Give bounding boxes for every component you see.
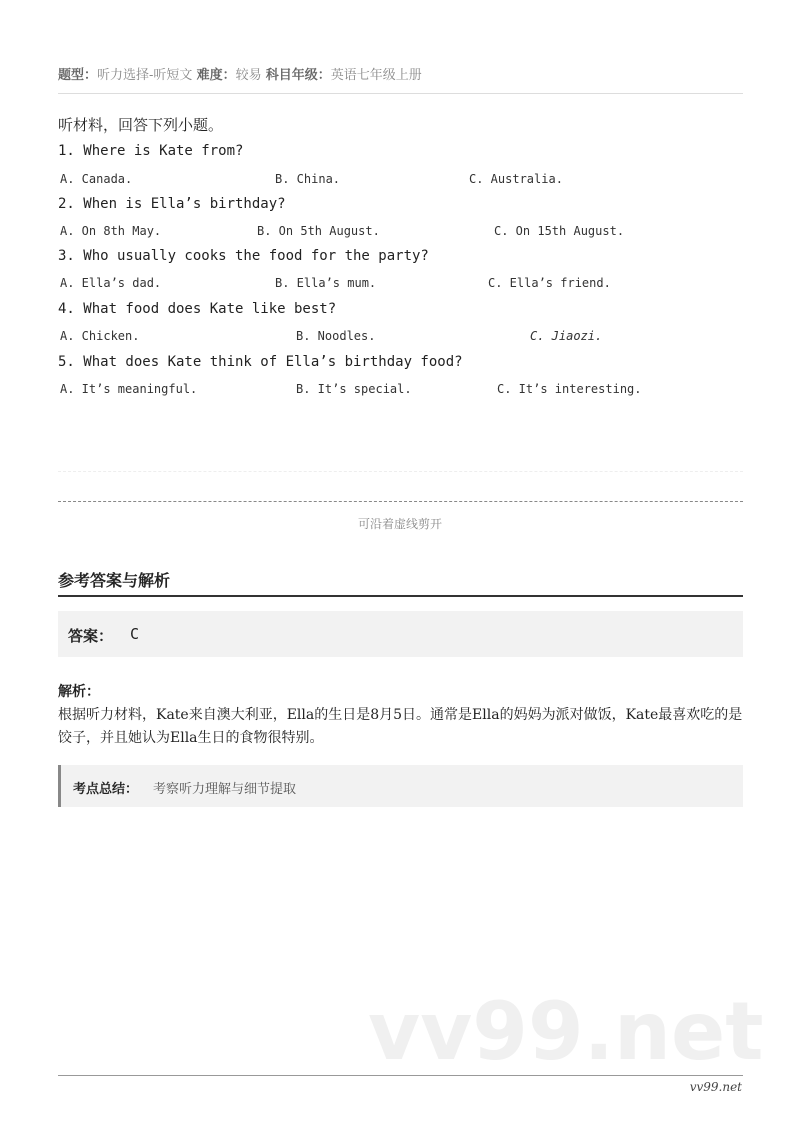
option: C. On 15th August. — [494, 224, 625, 238]
difficulty-label: 难度： — [196, 68, 236, 83]
subject-value: 英语七年级上册 — [330, 68, 422, 83]
type-value: 听力选择-听短文 — [97, 68, 193, 83]
intro-text: 听材料，回答下列小题。 — [58, 116, 224, 134]
difficulty-value: 较易 — [235, 68, 262, 83]
option: A. Canada. — [60, 172, 133, 186]
answer-value: C — [130, 625, 140, 643]
footer-site: vv99.net — [689, 1080, 742, 1094]
option: A. Chicken. — [60, 329, 140, 343]
divider — [58, 595, 743, 597]
option: B. Ella’s mum. — [275, 276, 377, 290]
watermark: vv99.net — [368, 985, 764, 1078]
key-point-box — [58, 765, 743, 807]
divider — [58, 93, 743, 94]
key-point-label: 考点总结： — [73, 782, 139, 797]
option: A. On 8th May. — [60, 224, 162, 238]
question-meta — [58, 64, 422, 83]
option: C. It’s interesting. — [497, 382, 642, 396]
question-4: 4. What food does Kate like best? — [58, 301, 337, 317]
option: B. It’s special. — [296, 382, 412, 396]
analysis-label: 解析： — [58, 684, 100, 700]
option: B. China. — [275, 172, 341, 186]
key-point-text: 考察听力理解与细节提取 — [153, 782, 297, 797]
option: A. It’s meaningful. — [60, 382, 198, 396]
subject-label: 科目年级： — [265, 68, 331, 83]
option: C. Australia. — [469, 172, 563, 186]
option: A. Ella’s dad. — [60, 276, 162, 290]
cut-hint: 可沿着虚线剪开 — [357, 517, 442, 531]
option: B. Noodles. — [296, 329, 376, 343]
answer-section-title: 参考答案与解析 — [58, 571, 171, 590]
question-1: 1. Where is Kate from? — [58, 143, 244, 159]
cut-line — [58, 501, 743, 502]
dashed-divider — [58, 471, 743, 472]
type-label: 题型： — [58, 68, 98, 83]
option: C. Ella’s friend. — [488, 276, 611, 290]
answer-label: 答案： — [68, 627, 114, 645]
analysis-text: 根据听力材料，Kate来自澳大利亚，Ella的生日是8月5日。通常是Ella的妈妈为派对做饭，Kate最喜欢吃的是饺子，并且她认为Ella生日的食物很特别。 — [58, 707, 743, 746]
option: C. Jiaozi. — [530, 329, 603, 343]
answer-box — [58, 611, 743, 657]
question-2: 2. When is Ella’s birthday? — [58, 196, 286, 212]
question-3: 3. Who usually cooks the food for the party? — [58, 248, 429, 264]
question-5: 5. What does Kate think of Ella’s birthday food? — [58, 354, 463, 370]
option: B. On 5th August. — [257, 224, 380, 238]
footer-divider — [58, 1075, 743, 1076]
